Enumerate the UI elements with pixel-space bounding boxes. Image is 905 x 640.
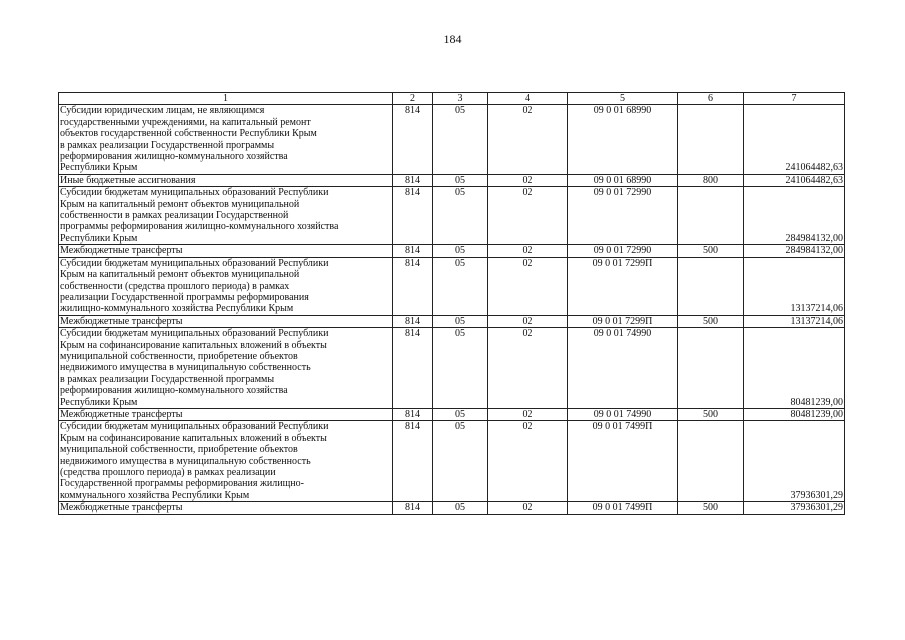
amount-cell: 284984132,00: [744, 245, 845, 257]
admin-code-cell: 814: [393, 245, 433, 257]
amount-cell: 80481239,00: [744, 328, 845, 409]
expense-name-line: (средства прошлого периода) в рамках реализации: [60, 467, 276, 478]
table-row: [59, 245, 845, 257]
column-header: 4: [488, 93, 568, 105]
admin-code-cell: 814: [393, 328, 433, 409]
expense-name-line: объектов государственной собственности Республики Крым: [60, 128, 317, 140]
expense-name-line: Республики Крым: [60, 396, 138, 408]
target-article-cell: 09 0 01 72990: [568, 245, 678, 257]
target-article-cell: 09 0 01 7499П: [568, 421, 678, 502]
expense-name-cell: [59, 421, 393, 502]
expense-name-cell: [59, 174, 393, 186]
expense-name-line: коммунального хозяйства Республики Крым: [60, 489, 250, 501]
target-article-cell: 09 0 01 7499П: [568, 502, 678, 514]
budget-table: [58, 92, 845, 515]
expense-type-cell: 500: [678, 315, 744, 327]
target-article-cell: 09 0 01 68990: [568, 105, 678, 174]
expense-name-line: Субсидии бюджетам муниципальных образований Республики: [60, 187, 329, 199]
target-article-cell: 09 0 01 7299П: [568, 315, 678, 327]
section-cell: 05: [433, 187, 488, 245]
expense-name-line: Иные бюджетные ассигнования: [60, 174, 196, 186]
expense-name-line: Крым на капитальный ремонт объектов муниципальной: [60, 269, 300, 281]
admin-code-cell: 814: [393, 502, 433, 514]
column-header: 3: [433, 93, 488, 105]
expense-name-line: жилищно-коммунального хозяйства Республики Крым: [60, 303, 294, 315]
expense-name-line: Субсидии бюджетам муниципальных образований Республики: [60, 421, 329, 433]
section-cell: 05: [433, 257, 488, 315]
expense-type-cell: [678, 187, 744, 245]
expense-name-line: в рамках реализации Государственной программы: [60, 139, 275, 151]
table-body: [59, 93, 845, 515]
subsection-cell: 02: [488, 408, 568, 420]
expense-name-line: реформирования жилищно-коммунального хозяйства: [60, 151, 288, 163]
expense-name-cell: [59, 502, 393, 514]
expense-name-line: недвижимого имущества в муниципальную собственность: [60, 362, 311, 374]
expense-name-cell: [59, 328, 393, 409]
expense-name-line: Межбюджетные трансферты: [60, 502, 183, 514]
page-number: 184: [443, 32, 462, 46]
column-header: 7: [744, 93, 845, 105]
expense-type-cell: [678, 421, 744, 502]
subsection-cell: 02: [488, 245, 568, 257]
section-cell: 05: [433, 105, 488, 174]
expense-name-line: собственности (средства прошлого периода) в рамках: [60, 280, 290, 292]
expense-name-line: Крым на софинансирование капитальных вложений в объекты: [60, 339, 327, 351]
subsection-cell: 02: [488, 257, 568, 315]
expense-name-cell: [59, 257, 393, 315]
expense-name-cell: [59, 315, 393, 327]
table-row: [59, 105, 845, 174]
expense-name-line: программы реформирования жилищно-коммунального хозяйства: [60, 221, 339, 233]
admin-code-cell: 814: [393, 421, 433, 502]
target-article-cell: 09 0 01 74990: [568, 408, 678, 420]
expense-name-line: Субсидии бюджетам муниципальных образований Республики: [60, 328, 329, 340]
amount-cell: 13137214,06: [744, 315, 845, 327]
expense-type-cell: [678, 257, 744, 315]
target-article-cell: 09 0 01 7299П: [568, 257, 678, 315]
expense-name-cell: [59, 408, 393, 420]
admin-code-cell: 814: [393, 187, 433, 245]
expense-name-line: Межбюджетные трансферты: [60, 245, 183, 257]
expense-name-line: Субсидии юридическим лицам, не являющимся: [60, 105, 265, 117]
admin-code-cell: 814: [393, 408, 433, 420]
section-cell: 05: [433, 174, 488, 186]
expense-name-line: в рамках реализации Государственной программы: [60, 373, 275, 385]
expense-name-cell: [59, 187, 393, 245]
amount-cell: 241064482,63: [744, 105, 845, 174]
table-row: [59, 328, 845, 409]
expense-type-cell: 800: [678, 174, 744, 186]
expense-name-line: Крым на софинансирование капитальных вложений в объекты: [60, 432, 327, 444]
expense-type-cell: [678, 105, 744, 174]
admin-code-cell: 814: [393, 257, 433, 315]
section-cell: 05: [433, 408, 488, 420]
admin-code-cell: 814: [393, 315, 433, 327]
subsection-cell: 02: [488, 328, 568, 409]
column-number-row: [59, 93, 845, 105]
amount-cell: 37936301,29: [744, 502, 845, 514]
admin-code-cell: 814: [393, 105, 433, 174]
expense-name-line: Государственной программы реформирования жилищно-: [60, 478, 304, 490]
expense-name-line: государственными учреждениями, на капитальный ремонт: [60, 116, 311, 128]
expense-name-line: собственности в рамках реализации Государственной: [60, 210, 289, 222]
expense-name-line: реализации Государственной программы реформирования: [60, 291, 309, 303]
section-cell: 05: [433, 421, 488, 502]
target-article-cell: 09 0 01 72990: [568, 187, 678, 245]
expense-name-line: Субсидии бюджетам муниципальных образований Республики: [60, 257, 329, 269]
amount-cell: 80481239,00: [744, 408, 845, 420]
expense-name-line: реформирования жилищно-коммунального хозяйства: [60, 385, 288, 397]
subsection-cell: 02: [488, 421, 568, 502]
section-cell: 05: [433, 328, 488, 409]
table-row: [59, 315, 845, 327]
section-cell: 05: [433, 245, 488, 257]
table-row: [59, 421, 845, 502]
amount-cell: 241064482,63: [744, 174, 845, 186]
table-row: [59, 257, 845, 315]
expense-type-cell: 500: [678, 408, 744, 420]
section-cell: 05: [433, 315, 488, 327]
expense-name-line: недвижимого имущества в муниципальную собственность: [60, 455, 311, 467]
target-article-cell: 09 0 01 74990: [568, 328, 678, 409]
column-header: 6: [678, 93, 744, 105]
expense-type-cell: 500: [678, 502, 744, 514]
expense-name-cell: [59, 105, 393, 174]
column-header: 1: [59, 93, 393, 105]
subsection-cell: 02: [488, 502, 568, 514]
subsection-cell: 02: [488, 187, 568, 245]
expense-name-line: Межбюджетные трансферты: [60, 408, 183, 420]
amount-cell: 13137214,06: [744, 257, 845, 315]
table-row: [59, 502, 845, 514]
subsection-cell: 02: [488, 315, 568, 327]
subsection-cell: 02: [488, 105, 568, 174]
subsection-cell: 02: [488, 174, 568, 186]
table-row: [59, 187, 845, 245]
table-row: [59, 408, 845, 420]
expense-name-cell: [59, 245, 393, 257]
target-article-cell: 09 0 01 68990: [568, 174, 678, 186]
table-row: [59, 174, 845, 186]
expense-name-line: Республики Крым: [60, 232, 138, 244]
expense-name-line: Межбюджетные трансферты: [60, 315, 183, 327]
column-header: 2: [393, 93, 433, 105]
expense-name-line: Крым на капитальный ремонт объектов муниципальной: [60, 198, 300, 210]
section-cell: 05: [433, 502, 488, 514]
column-header: 5: [568, 93, 678, 105]
expense-name-line: Республики Крым: [60, 162, 138, 174]
admin-code-cell: 814: [393, 174, 433, 186]
expense-type-cell: 500: [678, 245, 744, 257]
expense-name-line: муниципальной собственности, приобретение объектов: [60, 350, 298, 362]
expense-name-line: муниципальной собственности, приобретение объектов: [60, 444, 298, 456]
amount-cell: 37936301,29: [744, 421, 845, 502]
expense-type-cell: [678, 328, 744, 409]
amount-cell: 284984132,00: [744, 187, 845, 245]
